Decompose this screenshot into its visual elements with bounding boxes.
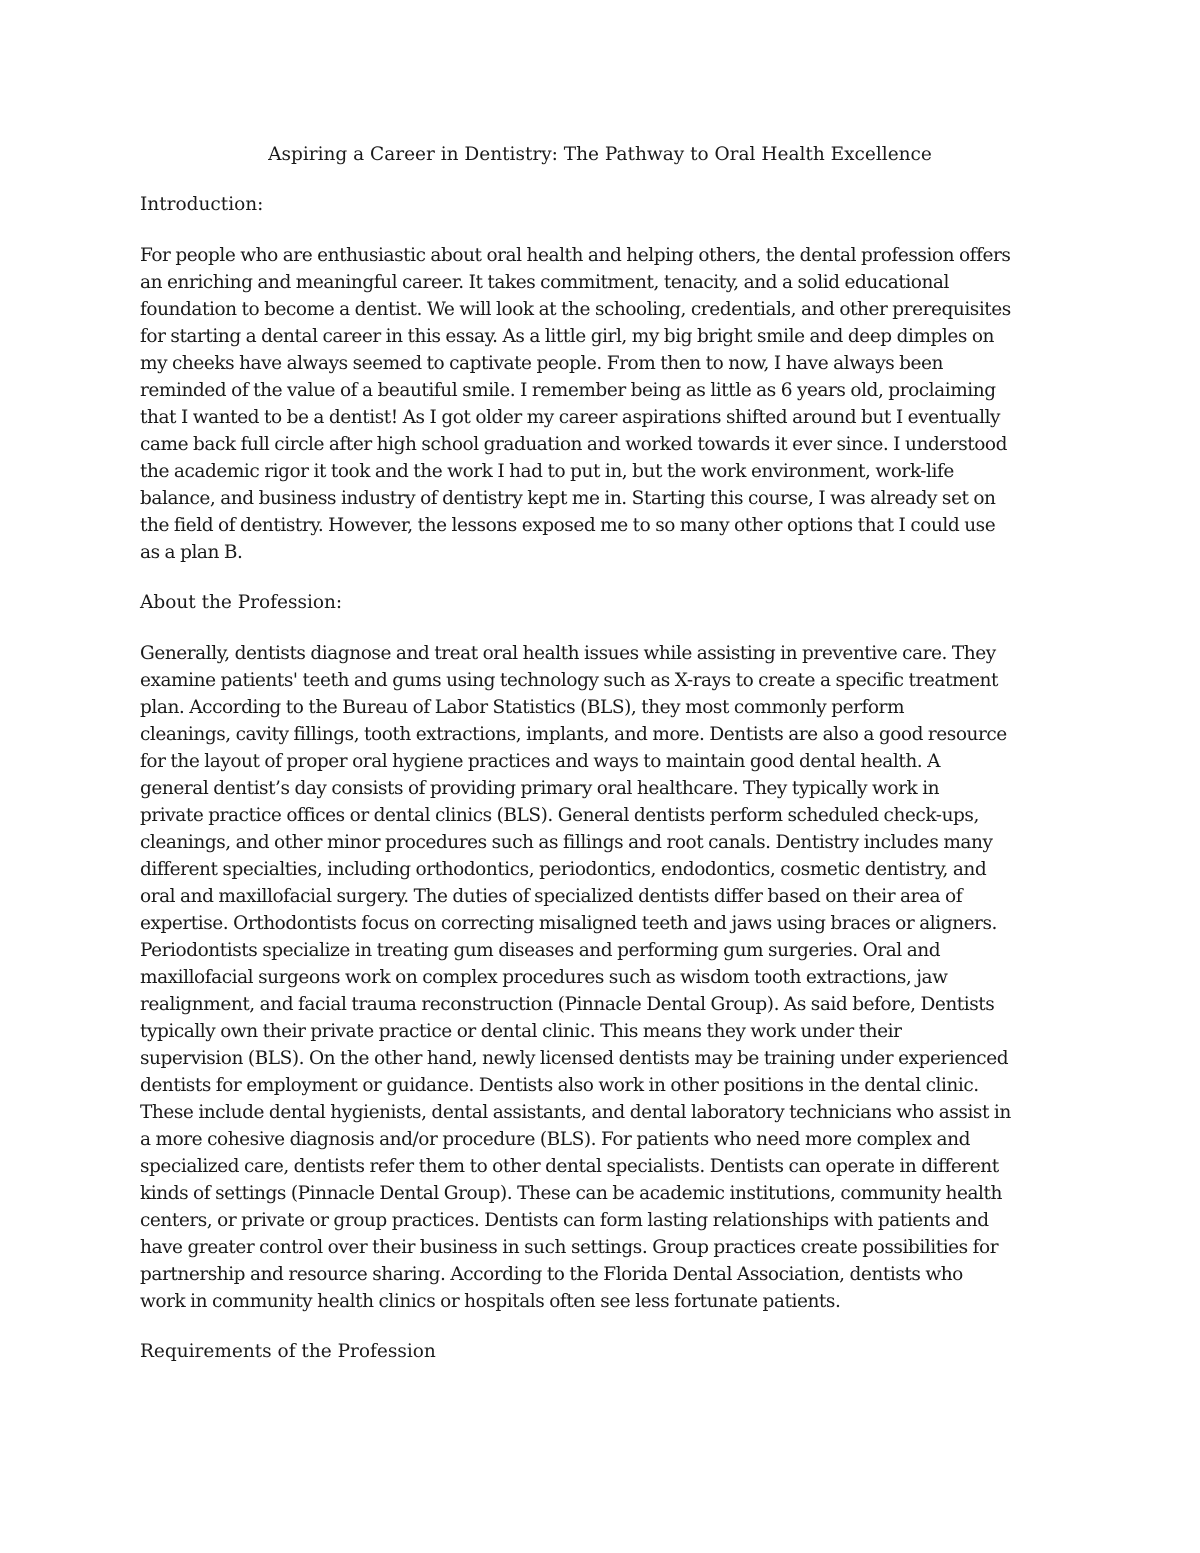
section-heading-introduction: Introduction: [140,194,264,215]
text-line: have greater control over their business in such settings. Group practices create possibilities for [140,1237,999,1258]
text-line: dentists for employment or guidance. Dentists also work in other positions in the dental clinic. [140,1075,979,1096]
text-line: foundation to become a dentist. We will look at the schooling, credentials, and other prerequisites [140,299,1011,320]
text-line: centers, or private or group practices. Dentists can form lasting relationships with patients and [140,1210,989,1231]
text-line: kinds of settings (Pinnacle Dental Group). These can be academic institutions, community health [140,1183,1002,1204]
section-heading-requirements-of-the-profession: Requirements of the Profession [140,1341,436,1362]
document-page [140,141,1060,1365]
text-line: an enriching and meaningful career. It takes commitment, tenacity, and a solid educational [140,272,949,293]
text-line: general dentist’s day consists of providing primary oral healthcare. They typically work in [140,778,940,799]
text-line: that I wanted to be a dentist! As I got older my career aspirations shifted around but I eventually [140,407,1001,428]
text-line: balance, and business industry of dentistry kept me in. Starting this course, I was already set on [140,488,996,509]
section-requirements-of-the-profession [140,1338,1060,1365]
text-line: typically own their private practice or dental clinic. This means they work under their [140,1021,902,1042]
section-about-the-profession [140,589,1060,1315]
text-line: partnership and resource sharing. According to the Florida Dental Association, dentists who [140,1264,963,1285]
text-line: a more cohesive diagnosis and/or procedure (BLS). For patients who need more complex and [140,1129,970,1150]
text-line: the field of dentistry. However, the lessons exposed me to so many other options that I could use [140,515,996,536]
text-line: For people who are enthusiastic about oral health and helping others, the dental profession offers [140,245,1011,266]
section-introduction [140,191,1060,566]
paragraph-about-the-profession [140,640,1060,1315]
text-line: for the layout of proper oral hygiene practices and ways to maintain good dental health. A [140,751,941,772]
text-line: for starting a dental career in this essay. As a little girl, my big bright smile and deep dimples on [140,326,995,347]
text-line: work in community health clinics or hospitals often see less fortunate patients. [140,1291,841,1312]
section-heading-about-the-profession: About the Profession: [140,592,343,613]
text-line: supervision (BLS). On the other hand, newly licensed dentists may be training under experienced [140,1048,1009,1069]
text-line: Generally, dentists diagnose and treat oral health issues while assisting in preventive care. They [140,643,996,664]
text-line: cleanings, and other minor procedures such as fillings and root canals. Dentistry includes many [140,832,993,853]
text-line: realignment, and facial trauma reconstruction (Pinnacle Dental Group). As said before, Dentists [140,994,995,1015]
text-line: different specialties, including orthodontics, periodontics, endodontics, cosmetic dentistry, and [140,859,987,880]
text-line: These include dental hygienists, dental assistants, and dental laboratory technicians who assist in [140,1102,1011,1123]
text-line: reminded of the value of a beautiful smile. I remember being as little as 6 years old, proclaiming [140,380,996,401]
text-line: Periodontists specialize in treating gum diseases and performing gum surgeries. Oral and [140,940,941,961]
text-line: plan. According to the Bureau of Labor Statistics (BLS), they most commonly perform [140,697,905,718]
text-line: oral and maxillofacial surgery. The duties of specialized dentists differ based on their area of [140,886,963,907]
text-line: examine patients' teeth and gums using technology such as X-rays to create a specific treatment [140,670,998,691]
text-line: expertise. Orthodontists focus on correcting misaligned teeth and jaws using braces or aligners. [140,913,997,934]
text-line: as a plan B. [140,542,243,563]
text-line: private practice offices or dental clinics (BLS). General dentists perform scheduled check-ups, [140,805,979,826]
paragraph-introduction [140,242,1060,566]
text-line: specialized care, dentists refer them to other dental specialists. Dentists can operate in different [140,1156,999,1177]
text-line: cleanings, cavity fillings, tooth extractions, implants, and more. Dentists are also a good resource [140,724,1007,745]
text-line: the academic rigor it took and the work I had to put in, but the work environment, work-life [140,461,954,482]
document-title: Aspiring a Career in Dentistry: The Pathway to Oral Health Excellence [268,144,932,165]
text-line: came back full circle after high school graduation and worked towards it ever since. I understood [140,434,1007,455]
text-line: maxillofacial surgeons work on complex procedures such as wisdom tooth extractions, jaw [140,967,948,988]
text-line: my cheeks have always seemed to captivate people. From then to now, I have always been [140,353,944,374]
